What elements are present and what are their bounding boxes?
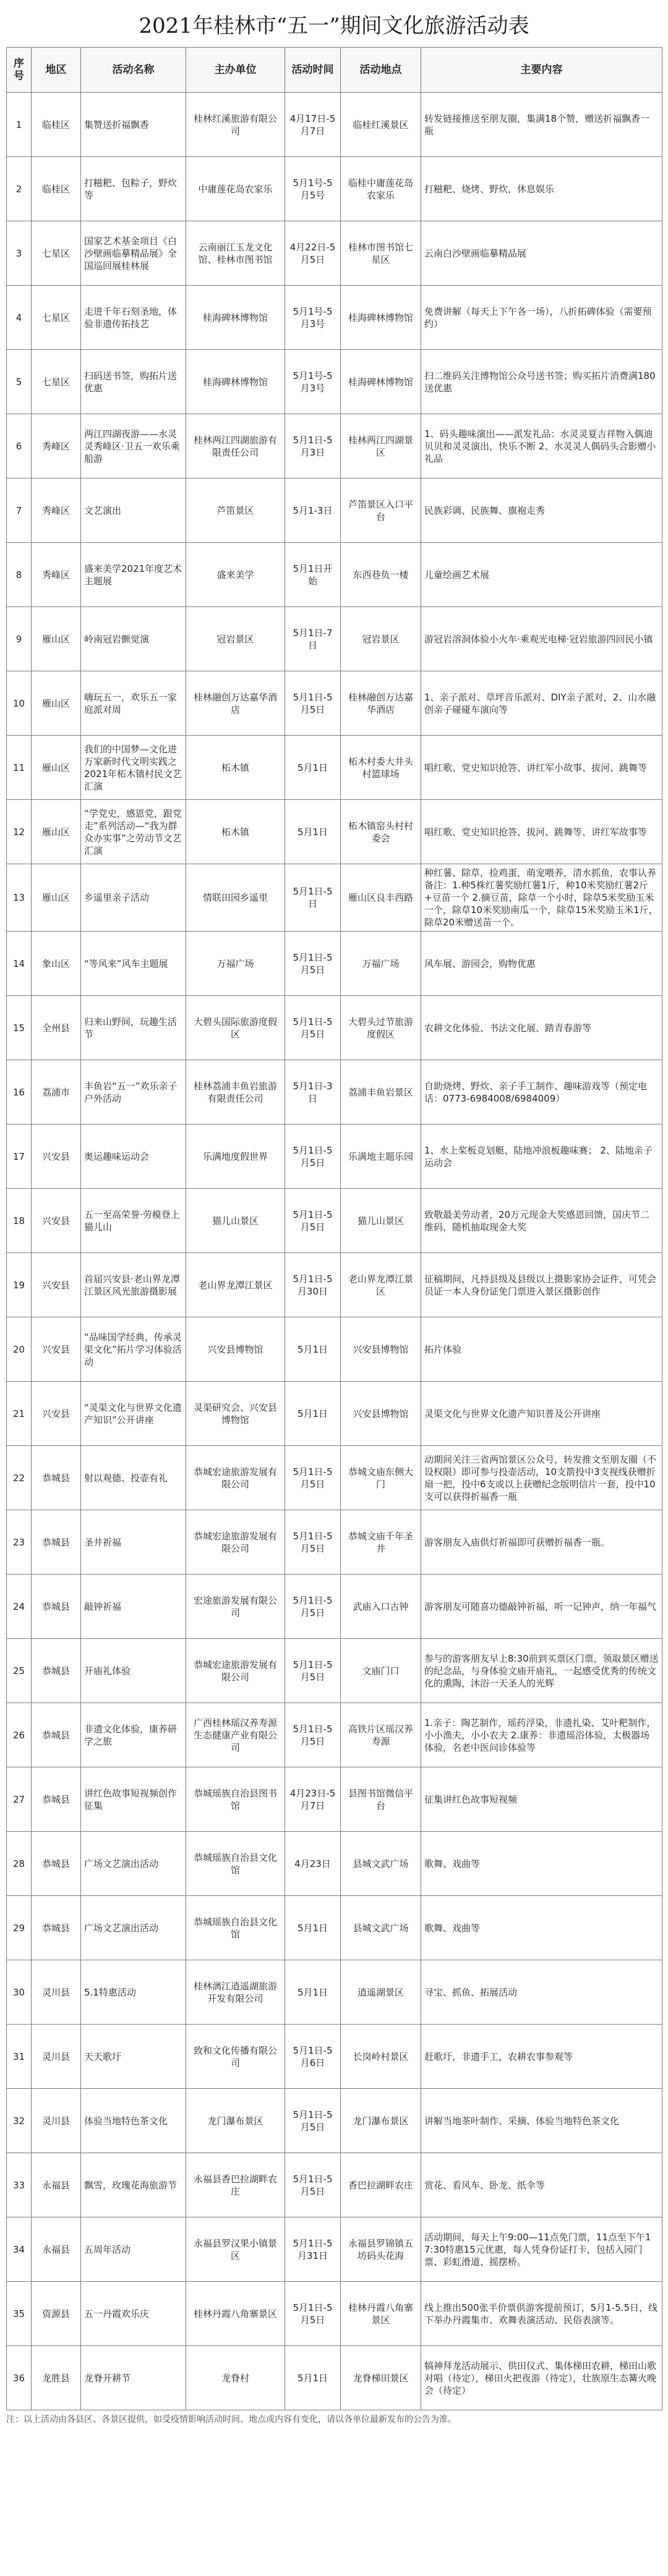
cell-place: 桂林丹霞八角寨景区 <box>341 2282 421 2346</box>
cell-time: 5月1日-5月5日 <box>285 996 341 1060</box>
table-row <box>7 1767 662 1832</box>
cell-name: 敲钟祈福 <box>81 1575 186 1639</box>
header-name: 活动名称 <box>81 48 186 93</box>
cell-content: 歌舞、戏曲等 <box>421 1832 662 1896</box>
table-row <box>7 1575 662 1639</box>
header-no: 序号 <box>7 48 32 93</box>
cell-time: 5月1日-5日 <box>285 864 341 932</box>
cell-name: “灵渠文化与世界文化遗产知识”公开讲座 <box>81 1382 186 1446</box>
cell-area: 临桂区 <box>32 93 81 157</box>
table-row <box>7 543 662 607</box>
cell-time: 4月22日-5月5日 <box>285 221 341 286</box>
table-row <box>7 2282 662 2346</box>
cell-place: 冠岩景区 <box>341 607 421 671</box>
table-row <box>7 1253 662 1317</box>
cell-org: 老山界龙潭江景区 <box>186 1253 285 1317</box>
cell-org: 情联田园乡遥里 <box>186 864 285 932</box>
cell-time: 5月1日 <box>285 1317 341 1382</box>
table-row <box>7 157 662 221</box>
cell-org: 桂海碑林博物馆 <box>186 350 285 414</box>
cell-org: 万福广场 <box>186 932 285 996</box>
cell-place: 龙脊梯田景区 <box>341 2346 421 2410</box>
table-row <box>7 2346 662 2410</box>
cell-name: 奥运趣味运动会 <box>81 1124 186 1189</box>
cell-place: 猫儿山景区 <box>341 1189 421 1253</box>
cell-area: 雁山区 <box>32 607 81 671</box>
cell-no: 10 <box>7 671 32 736</box>
cell-org: 致和文化传播有限公司 <box>186 2025 285 2089</box>
table-row <box>7 864 662 932</box>
table-row <box>7 1510 662 1575</box>
table-row <box>7 1382 662 1446</box>
cell-time: 5月1日-5月3日 <box>285 414 341 478</box>
cell-time: 5月1号-5月3号 <box>285 286 341 350</box>
cell-name: 广场文艺演出活动 <box>81 1896 186 1960</box>
cell-no: 15 <box>7 996 32 1060</box>
header-area: 地区 <box>32 48 81 93</box>
page-title: 2021年桂林市“五一”期间文化旅游活动表 <box>139 13 529 38</box>
table-row <box>7 1960 662 2025</box>
table-row <box>7 350 662 414</box>
cell-place: 柘木镇窑头村村委会 <box>341 800 421 864</box>
cell-area: 兴安县 <box>32 1253 81 1317</box>
cell-place: 逍遥湖景区 <box>341 1960 421 2025</box>
table-row <box>7 414 662 478</box>
table-row <box>7 478 662 543</box>
table-row <box>7 2217 662 2282</box>
cell-name: 岭南冠岩颤觉演 <box>81 607 186 671</box>
header-time: 活动时间 <box>285 48 341 93</box>
cell-place: 恭城文庙千年圣井 <box>341 1510 421 1575</box>
cell-no: 14 <box>7 932 32 996</box>
cell-name: 非遗文化体验，康养研学之旅 <box>81 1703 186 1767</box>
cell-time: 5月1号-5月3号 <box>285 350 341 414</box>
cell-no: 8 <box>7 543 32 607</box>
cell-area: 灵川县 <box>32 1960 81 2025</box>
cell-no: 36 <box>7 2346 32 2410</box>
cell-org: 冠岩景区 <box>186 607 285 671</box>
table-row <box>7 286 662 350</box>
cell-content: 转发链接推送至朋友圈，集满18个赞，赠送折福飘香一瓶 <box>421 93 662 157</box>
cell-place: 文庙门口 <box>341 1639 421 1703</box>
cell-area: 七星区 <box>32 350 81 414</box>
cell-name: 文艺演出 <box>81 478 186 543</box>
cell-no: 30 <box>7 1960 32 2025</box>
cell-place: 桂林两江四湖景区 <box>341 414 421 478</box>
cell-time: 5月1日 <box>285 736 341 800</box>
cell-area: 永福县 <box>32 2217 81 2282</box>
cell-area: 兴安县 <box>32 1382 81 1446</box>
header-content: 主要内容 <box>421 48 662 93</box>
cell-name: “学党史，感恩党，跟党走”系列活动—“我为群众办实事”之劳动节文艺汇演 <box>81 800 186 864</box>
cell-content: 致敬最美劳动者，20万元现金大奖感恩回馈，国庆节二维码，随机抽取现金大奖 <box>421 1189 662 1253</box>
table-row <box>7 1832 662 1896</box>
cell-time: 4月17日-5月7日 <box>285 93 341 157</box>
cell-no: 13 <box>7 864 32 932</box>
cell-no: 1 <box>7 93 32 157</box>
cell-content: 唱红歌、党史知识抢答、拔河、跳舞等、讲红军故事等 <box>421 800 662 864</box>
cell-content: 参与的游客朋友早上8:30前到买票区门票，领取景区赠送的纪念品，与身体验文庙开庙礼，一起感受优秀的传统文化的熏陶，沐浴一天圣人的光辉 <box>421 1639 662 1703</box>
cell-time: 5月1日-5月31日 <box>285 2217 341 2282</box>
cell-no: 27 <box>7 1767 32 1832</box>
cell-no: 28 <box>7 1832 32 1896</box>
cell-org: 广西桂林瑶汉养寿源生态健康产业有限公司 <box>186 1703 285 1767</box>
cell-name: 两江四湖夜游——水灵灵秀峰区·卫五一欢乐乘船游 <box>81 414 186 478</box>
cell-name: 五周年活动 <box>81 2217 186 2282</box>
cell-name: 体验当地特色茶文化 <box>81 2089 186 2153</box>
table-row <box>7 1446 662 1510</box>
cell-org: 大碧头国际旅游度假区 <box>186 996 285 1060</box>
cell-content: 农耕文化体验、书法文化展、踏青春游等 <box>421 996 662 1060</box>
cell-time: 5月1日-5月5日 <box>285 2153 341 2217</box>
cell-time: 5月1日 <box>285 1960 341 2025</box>
cell-time: 5月1日-7日 <box>285 607 341 671</box>
cell-area: 恭城县 <box>32 1767 81 1832</box>
cell-content: 扫二维码关注博物馆公众号送书签；购买拓片消费满180送优惠 <box>421 350 662 414</box>
cell-place: 桂林融创万达嘉华酒店 <box>341 671 421 736</box>
cell-no: 9 <box>7 607 32 671</box>
cell-content: 打糍粑、烧烤、野炊，休息娱乐 <box>421 157 662 221</box>
cell-time: 5月1日-5月5日 <box>285 1510 341 1575</box>
cell-no: 7 <box>7 478 32 543</box>
cell-name: 五一丹霞欢乐庆 <box>81 2282 186 2346</box>
cell-content: 线上推出500张半价票供游客提前预订，5月1-5.5日，线下举办丹霞集市、欢舞表演活动、民俗表演等。 <box>421 2282 662 2346</box>
cell-org: 桂海碑林博物馆 <box>186 286 285 350</box>
activity-table <box>6 47 662 2410</box>
cell-place: 大碧头过节旅游度假区 <box>341 996 421 1060</box>
cell-no: 5 <box>7 350 32 414</box>
cell-time: 5月1-3日 <box>285 478 341 543</box>
cell-area: 龙胜县 <box>32 2346 81 2410</box>
cell-content: 唱红歌、党史知识抢答、讲红军小故事、拔河、跳舞等 <box>421 736 662 800</box>
cell-org: 龙脊村 <box>186 2346 285 2410</box>
cell-area: 兴安县 <box>32 1189 81 1253</box>
cell-no: 31 <box>7 2025 32 2089</box>
cell-name: 圣井祈福 <box>81 1510 186 1575</box>
table-row <box>7 1317 662 1382</box>
table-row <box>7 2153 662 2217</box>
cell-name: “等风来”风车主题展 <box>81 932 186 996</box>
cell-content: 风车展、游园会，购物优惠 <box>421 932 662 996</box>
cell-content: 游冠岩溶洞体验小火车·乘观光电梯·冠岩旅游四回民小镇 <box>421 607 662 671</box>
cell-name: 我们的中国梦—文化进万家新时代文明实践之2021年柘木镇村民文艺汇演 <box>81 736 186 800</box>
cell-time: 5月1日 <box>285 1896 341 1960</box>
cell-no: 20 <box>7 1317 32 1382</box>
cell-no: 25 <box>7 1639 32 1703</box>
cell-place: 临桂中庸莲花岛农家乐 <box>341 157 421 221</box>
cell-no: 26 <box>7 1703 32 1767</box>
cell-area: 恭城县 <box>32 1832 81 1896</box>
cell-area: 全州县 <box>32 996 81 1060</box>
cell-name: 龙脊开耕节 <box>81 2346 186 2410</box>
cell-content: 征稿期间，凡持县级及县级以上摄影家协会证件，可凭会员证一本人身份证免门票进入景区摄影创作 <box>421 1253 662 1317</box>
cell-time: 5月1日-5月5日 <box>285 2282 341 2346</box>
cell-no: 17 <box>7 1124 32 1189</box>
table-row <box>7 93 662 157</box>
cell-name: 归来山野间，玩趣生活节 <box>81 996 186 1060</box>
cell-area: 资源县 <box>32 2282 81 2346</box>
cell-place: 县城文武广场 <box>341 1832 421 1896</box>
cell-area: 秀峰区 <box>32 478 81 543</box>
cell-place: 桂海碑林博物馆 <box>341 350 421 414</box>
cell-name: 射以观德、投壶有礼 <box>81 1446 186 1510</box>
cell-name: 广场文艺演出活动 <box>81 1832 186 1896</box>
cell-org: 恭城宏途旅游发展有限公司 <box>186 1510 285 1575</box>
cell-no: 24 <box>7 1575 32 1639</box>
table-row <box>7 996 662 1060</box>
cell-place: 县图书馆微信平台 <box>341 1767 421 1832</box>
cell-org: 桂林红溪旅游有限公司 <box>186 93 285 157</box>
cell-content: 动期间关注三省两馆景区公众号，转发推文至朋友圈（不设权限）即可参与投壶活动，10支箭投中3支视线获赠折扇一把，投中6支或以上获赠纪念版明信片一套，投中10支可以获得折福香一瓶 <box>421 1446 662 1510</box>
cell-content: 征集讲红色故事短视频 <box>421 1767 662 1832</box>
cell-time: 5月1日开始 <box>285 543 341 607</box>
cell-content: 灵渠文化与世界文化遗产知识普及公开讲座 <box>421 1382 662 1446</box>
cell-area: 恭城县 <box>32 1510 81 1575</box>
cell-org: 猫儿山景区 <box>186 1189 285 1253</box>
cell-content: 游客朋友可随喜功德敲钟祈福，听一记钟声，纳一年福气 <box>421 1575 662 1639</box>
cell-org: 恭城瑶族自治县图书馆 <box>186 1767 285 1832</box>
cell-content: 免费讲解（每天上下午各一场），八折拓碑体验（需要预约） <box>421 286 662 350</box>
cell-area: 雁山区 <box>32 864 81 932</box>
cell-no: 34 <box>7 2217 32 2282</box>
cell-content: 寻宝、抓鱼、拓展活动 <box>421 1960 662 2025</box>
cell-area: 雁山区 <box>32 800 81 864</box>
cell-time: 5月1日-5月5日 <box>285 1703 341 1767</box>
cell-name: 乡遥里亲子活动 <box>81 864 186 932</box>
cell-area: 恭城县 <box>32 1639 81 1703</box>
cell-content: 1、码头趣味演出——派发礼品：水灵灵夏吉祥物入偶迪贝贝和灵灵演出，快乐不断 2、水灵灵人偶码头合影赠小礼品 <box>421 414 662 478</box>
cell-place: 武庙入口古钟 <box>341 1575 421 1639</box>
cell-place: 柘木村委大井头村篮球场 <box>341 736 421 800</box>
cell-content: 儿童绘画艺术展 <box>421 543 662 607</box>
cell-no: 23 <box>7 1510 32 1575</box>
cell-name: 天天歌圩 <box>81 2025 186 2089</box>
cell-org: 桂林两江四湖旅游有限责任公司 <box>186 414 285 478</box>
cell-no: 29 <box>7 1896 32 1960</box>
cell-org: 恭城宏途旅游发展有限公司 <box>186 1446 285 1510</box>
cell-place: 雁山区良丰西路 <box>341 864 421 932</box>
cell-org: 乐满地度假世界 <box>186 1124 285 1189</box>
header-org: 主办单位 <box>186 48 285 93</box>
cell-time: 5月1日-5月5日 <box>285 1189 341 1253</box>
cell-content: 1、亲子派对、草坪音乐派对、DIY亲子派对，2、山水融创亲子碰碰车演向等 <box>421 671 662 736</box>
cell-name: 飘雪，玫瑰花海旅游节 <box>81 2153 186 2217</box>
cell-content: 活动期间，每天上午9:00—11点免门票，11点至下午17:30特惠15元优惠，每人凭身份证打卡，包括入园门票、彩虹滑道、摇摆桥。 <box>421 2217 662 2282</box>
cell-time: 5月1日-5月5日 <box>285 2089 341 2153</box>
cell-org: 柘木镇 <box>186 736 285 800</box>
cell-no: 21 <box>7 1382 32 1446</box>
cell-org: 宏途旅游发展有限公司 <box>186 1575 285 1639</box>
cell-org: 恭城宏途旅游发展有限公司 <box>186 1639 285 1703</box>
cell-no: 12 <box>7 800 32 864</box>
table-row <box>7 1124 662 1189</box>
cell-time: 5月1日 <box>285 2346 341 2410</box>
cell-org: 中庸莲花岛农家乐 <box>186 157 285 221</box>
cell-name: 五一至高荣誉·劳模登上猫儿山 <box>81 1189 186 1253</box>
cell-time: 5月1日-5月5日 <box>285 1124 341 1189</box>
table-row <box>7 2025 662 2089</box>
cell-place: 县城文武广场 <box>341 1896 421 1960</box>
cell-org: 永福县罗汉果小镇景区 <box>186 2217 285 2282</box>
cell-place: 临桂红溪景区 <box>341 93 421 157</box>
cell-name: 走进千年石刻圣地，体验非遗传拓技艺 <box>81 286 186 350</box>
cell-content: 讲解当地茶叶制作、采摘、体验当地特色茶文化 <box>421 2089 662 2153</box>
header-place: 活动地点 <box>341 48 421 93</box>
cell-org: 桂林丹霞八角寨景区 <box>186 2282 285 2346</box>
cell-content: 民族彩调、民族舞、旗袍走秀 <box>421 478 662 543</box>
cell-name: 开庙礼体验 <box>81 1639 186 1703</box>
cell-name: 5.1特惠活动 <box>81 1960 186 2025</box>
cell-content: 赏花、看风车、卧龙、纸伞等 <box>421 2153 662 2217</box>
cell-place: 长岗岭村景区 <box>341 2025 421 2089</box>
cell-time: 5月1日-5月5日 <box>285 671 341 736</box>
cell-org: 盛来美学 <box>186 543 285 607</box>
table-row <box>7 736 662 800</box>
table-row <box>7 1639 662 1703</box>
table-row <box>7 1703 662 1767</box>
cell-time: 5月1日 <box>285 1382 341 1446</box>
cell-place: 高铁片区瑶汉养寿源 <box>341 1703 421 1767</box>
cell-content: 1.亲子：陶艺制作，瑶药浮染，非遗扎染、艾叶粑制作，小小渔夫，小小农夫 2.康养：非遗瑶浴体验，太极器场体验，名老中医问诊体验等 <box>421 1703 662 1767</box>
cell-org: 芦笛景区 <box>186 478 285 543</box>
cell-org: 恭城瑶族自治县文化馆 <box>186 1896 285 1960</box>
cell-content: 种红薯、除草，捡鸡蛋，萌宠喂养，清水抓鱼，农事认养 备注：1.种5株红薯奖励红薯1斤，种10米奖励红薯2斤+豆苗一个 2.摘豆苗，除草一个小时，除草5米奖励玉米一个，除草10米奖励南瓜一个，除草15米奖励玉米1斤，除草20米赠送苗一个。 <box>421 864 662 932</box>
cell-place: 老山界龙潭江景区 <box>341 1253 421 1317</box>
table-header-row <box>7 48 662 93</box>
cell-no: 16 <box>7 1060 32 1124</box>
cell-name: 丰鱼岩“五一”欢乐亲子户外活动 <box>81 1060 186 1124</box>
cell-time: 5月1号-5月5号 <box>285 157 341 221</box>
cell-name: “品味国学经典，传承灵渠文化”拓片学习体验活动 <box>81 1317 186 1382</box>
cell-no: 2 <box>7 157 32 221</box>
cell-place: 芦笛景区入口平台 <box>341 478 421 543</box>
cell-time: 5月1日-5月5日 <box>285 1639 341 1703</box>
cell-org: 龙门瀑布景区 <box>186 2089 285 2153</box>
cell-no: 19 <box>7 1253 32 1317</box>
cell-content: 自助烧烤、野炊、亲子手工制作、趣味游戏等（预定电话：0773-6984008/6984009） <box>421 1060 662 1124</box>
cell-name: 国家艺术基金项目《白沙壁画临摹精品展》全国巡回展桂林展 <box>81 221 186 286</box>
cell-time: 5月1日-3日 <box>285 1060 341 1124</box>
cell-place: 桂海碑林博物馆 <box>341 286 421 350</box>
cell-area: 秀峰区 <box>32 543 81 607</box>
cell-area: 临桂区 <box>32 157 81 221</box>
cell-org: 灵渠研究会、兴安县博物馆 <box>186 1382 285 1446</box>
cell-place: 恭城文庙东侧大门 <box>341 1446 421 1510</box>
table-row <box>7 1896 662 1960</box>
cell-time: 5月1日-5月30日 <box>285 1253 341 1317</box>
cell-content: 1、水上桨板竞划艇、陆地冲浪板趣味赛； 2、陆地亲子运动会 <box>421 1124 662 1189</box>
cell-name: 讲红色故事短视频创作征集 <box>81 1767 186 1832</box>
cell-time: 4月23日 <box>285 1832 341 1896</box>
cell-time: 4月23日-5月7日 <box>285 1767 341 1832</box>
cell-place: 万福广场 <box>341 932 421 996</box>
table-row <box>7 2089 662 2153</box>
cell-time: 5月1日-5月6日 <box>285 2025 341 2089</box>
cell-time: 5月1日-5月5日 <box>285 932 341 996</box>
cell-no: 22 <box>7 1446 32 1510</box>
table-row <box>7 221 662 286</box>
cell-org: 桂林荔浦丰鱼岩旅游有限责任公司 <box>186 1060 285 1124</box>
cell-place: 永福县罗锦镇五坊码头花海 <box>341 2217 421 2282</box>
cell-place: 乐满地主题乐园 <box>341 1124 421 1189</box>
cell-area: 雁山区 <box>32 671 81 736</box>
table-row <box>7 1060 662 1124</box>
cell-name: 首届兴安县·老山界龙潭江景区风光旅游摄影展 <box>81 1253 186 1317</box>
footnote: 注：以上活动由各县区、各景区提供，如受疫情影响活动时间、地点或内容有变化，请以各单位最新发布的公告为准。 <box>6 2415 456 2425</box>
cell-content: 歌舞、戏曲等 <box>421 1896 662 1960</box>
table-row <box>7 932 662 996</box>
cell-area: 兴安县 <box>32 1124 81 1189</box>
cell-area: 雁山区 <box>32 736 81 800</box>
cell-area: 象山区 <box>32 932 81 996</box>
cell-place: 桂林市图书馆七星区 <box>341 221 421 286</box>
cell-place: 兴安县博物馆 <box>341 1317 421 1382</box>
table-row <box>7 607 662 671</box>
cell-area: 七星区 <box>32 286 81 350</box>
cell-content: 犒神拜龙活动展示、供田仪式、集体梯田农耕，梯田山歌对唱（待定），梯田火把夜游（待定），壮族原生态篝火晚会（待定） <box>421 2346 662 2410</box>
cell-content: 游客朋友入庙供灯祈福即可获赠折福香一瓶。 <box>421 1510 662 1575</box>
cell-content: 云南白沙壁画临摹精品展 <box>421 221 662 286</box>
cell-name: 盛来美学2021年度艺术主题展 <box>81 543 186 607</box>
cell-no: 35 <box>7 2282 32 2346</box>
cell-area: 七星区 <box>32 221 81 286</box>
cell-area: 恭城县 <box>32 1703 81 1767</box>
cell-content: 拓片体验 <box>421 1317 662 1382</box>
cell-org: 兴安县博物馆 <box>186 1317 285 1382</box>
cell-time: 5月1日-5月5日 <box>285 1446 341 1510</box>
cell-area: 恭城县 <box>32 1446 81 1510</box>
table-row <box>7 671 662 736</box>
cell-org: 桂林漓江逍遥湖旅游开发有限公司 <box>186 1960 285 2025</box>
cell-no: 6 <box>7 414 32 478</box>
cell-org: 云南丽江玉龙文化馆、桂林市图书馆 <box>186 221 285 286</box>
cell-name: 嗨玩五一，欢乐五一家庭派对周 <box>81 671 186 736</box>
cell-place: 荔浦丰鱼岩景区 <box>341 1060 421 1124</box>
cell-no: 3 <box>7 221 32 286</box>
cell-org: 柘木镇 <box>186 800 285 864</box>
cell-org: 桂林融创万达嘉华酒店 <box>186 671 285 736</box>
cell-org: 恭城瑶族自治县文化馆 <box>186 1832 285 1896</box>
cell-place: 龙门瀑布景区 <box>341 2089 421 2153</box>
cell-area: 永福县 <box>32 2153 81 2217</box>
cell-name: 扫码送书签，购拓片送优惠 <box>81 350 186 414</box>
cell-no: 4 <box>7 286 32 350</box>
cell-name: 打糍粑、包粽子，野炊等 <box>81 157 186 221</box>
cell-place: 香巴拉湖畔农庄 <box>341 2153 421 2217</box>
cell-area: 恭城县 <box>32 1575 81 1639</box>
cell-area: 恭城县 <box>32 1896 81 1960</box>
cell-no: 32 <box>7 2089 32 2153</box>
cell-place: 兴安县博物馆 <box>341 1382 421 1446</box>
cell-time: 5月1日 <box>285 800 341 864</box>
cell-area: 秀峰区 <box>32 414 81 478</box>
cell-area: 灵川县 <box>32 2025 81 2089</box>
cell-no: 11 <box>7 736 32 800</box>
table-row <box>7 800 662 864</box>
cell-no: 18 <box>7 1189 32 1253</box>
cell-area: 灵川县 <box>32 2089 81 2153</box>
cell-content: 赶歌圩，非遗手工，农耕农事参观等 <box>421 2025 662 2089</box>
cell-area: 兴安县 <box>32 1317 81 1382</box>
cell-name: 集赞送折福飘香 <box>81 93 186 157</box>
cell-area: 荔浦市 <box>32 1060 81 1124</box>
cell-no: 33 <box>7 2153 32 2217</box>
cell-place: 东西巷负一楼 <box>341 543 421 607</box>
table-row <box>7 1189 662 1253</box>
cell-org: 永福县香巴拉湖畔农庄 <box>186 2153 285 2217</box>
cell-time: 5月1日-5月5日 <box>285 1575 341 1639</box>
